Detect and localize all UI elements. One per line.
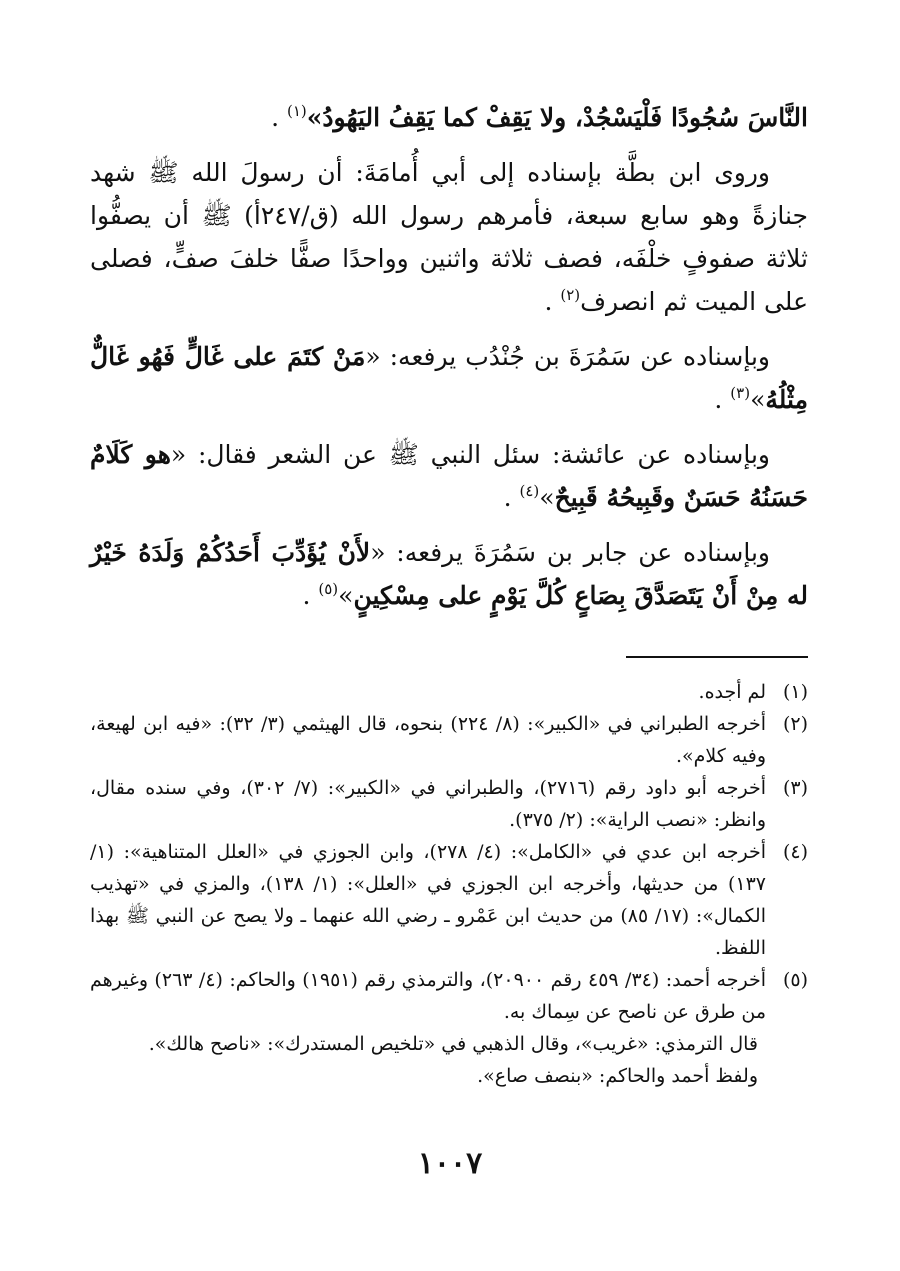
paragraph-text: وروى ابن بطَّة بإسناده إلى أبي أُمامَةَ: أن رسولَ الله ﷺ شهد جنازةً وهو سابع سبعة، فأمرهم رسول الله (ق/٢٤٧أ) ﷺ أن يصفُّوا ثلاثة صفوفٍ خلْفَه، فصف ثلاثة واثنين وواحدًا صفًّا خلفَ صفٍّ، فصلى على الميت ثم انصرف bbox=[90, 158, 808, 316]
footnote-number: (٥) bbox=[782, 969, 808, 991]
full-stop: . bbox=[714, 385, 723, 414]
paragraph-text: وبإسناده عن عائشة: سئل النبي ﷺ عن الشعر فقال: « bbox=[170, 440, 770, 469]
quote-close: » bbox=[750, 385, 766, 414]
paragraph-3 bbox=[90, 335, 808, 421]
footnote bbox=[90, 964, 808, 1028]
footnote-number: (٤) bbox=[782, 841, 808, 863]
footnote bbox=[90, 836, 808, 964]
footnote-separator bbox=[626, 656, 808, 658]
quote-close: » bbox=[338, 581, 354, 610]
paragraph-4 bbox=[90, 433, 808, 519]
footnote-continuation: قال الترمذي: «غريب»، وقال الذهبي في «تلخيص المستدرك»: «ناصح هالك». bbox=[148, 1033, 758, 1055]
footnote-ref: (٣) bbox=[730, 384, 751, 402]
footnote bbox=[90, 676, 808, 708]
footnote-ref: (٤) bbox=[519, 482, 540, 500]
footnote-number: (٣) bbox=[782, 777, 808, 799]
footnote-continuation: ولفظ أحمد والحاكم: «بنصف صاع». bbox=[477, 1065, 758, 1087]
footnotes bbox=[90, 676, 808, 1092]
paragraph-text: وبإسناده عن جابر بن سَمُرَةَ يرفعه: « bbox=[370, 538, 770, 567]
footnote-ref: (٢) bbox=[560, 286, 581, 304]
paragraph-1 bbox=[90, 96, 808, 139]
footnote-text: أخرجه أبو داود رقم (٢٧١٦)، والطبراني في «الكبير»: (٧/ ٣٠٢)، وفي سنده مقال، وانظر: «نصب الراية»: (٢/ ٣٧٥). bbox=[90, 777, 766, 831]
full-stop: . bbox=[544, 287, 553, 316]
page-number: ١٠٠٧ bbox=[417, 1146, 483, 1181]
paragraph-text: وبإسناده عن سَمُرَةَ بن جُنْدُب يرفعه: « bbox=[365, 342, 771, 371]
full-stop: . bbox=[503, 483, 512, 512]
full-stop: . bbox=[302, 581, 311, 610]
footnote-number: (٢) bbox=[782, 713, 808, 735]
footnote-text: لم أجده. bbox=[698, 681, 766, 703]
quote-close: » bbox=[539, 483, 555, 512]
footnote-number: (١) bbox=[782, 681, 808, 703]
footnote-text: أخرجه أحمد: (٣٤/ ٤٥٩ رقم ٢٠٩٠٠)، والترمذي رقم (١٩٥١) والحاكم: (٤/ ٢٦٣) وغيرهم من طرق عن ناصح عن سِماك به. bbox=[90, 969, 766, 1023]
footnote bbox=[90, 708, 808, 772]
footnote-ref: (١) bbox=[286, 102, 307, 120]
paragraph-2 bbox=[90, 151, 808, 323]
footnote-text: أخرجه الطبراني في «الكبير»: (٨/ ٢٢٤) بنحوه، قال الهيثمي (٣/ ٣٢): «فيه ابن لهيعة، وفيه كلام». bbox=[90, 713, 766, 767]
full-stop: . bbox=[271, 103, 280, 132]
footnote-text: أخرجه ابن عدي في «الكامل»: (٤/ ٢٧٨)، وابن الجوزي في «العلل المتناهية»: (١/ ١٣٧) من حديثها، وأخرجه ابن الجوزي في «العلل»: (١/ ١٣٨)، والمزي في «تهذيب الكمال»: (١٧/ ٨٥) من حديث ابن عَمْرو ـ رضي الله عنهما ـ ولا يصح عن النبي ﷺ بهذا اللفظ. bbox=[90, 841, 766, 959]
paragraph-5 bbox=[90, 531, 808, 617]
footnote bbox=[90, 772, 808, 836]
footnote-ref: (٥) bbox=[318, 580, 339, 598]
hadith-quote: هو كَلَامٌ حَسَنُهُ حَسَنٌ وقَبِيحُهُ قَبِيحٌ bbox=[90, 440, 808, 512]
hadith-quote: النَّاسَ سُجُودًا فَلْيَسْجُدْ، ولا يَقِفْ كما يَقِفُ اليَهُودُ» bbox=[306, 103, 808, 132]
main-text bbox=[90, 96, 808, 629]
hadith-quote: لأَنْ يُؤَدِّبَ أَحَدُكُمْ وَلَدَهُ خَيْرٌ له مِنْ أَنْ يَتَصَدَّقَ بِصَاعٍ كُلَّ يَوْمٍ على مِسْكِينٍ bbox=[90, 538, 808, 610]
hadith-quote: مَنْ كتَمَ على غَالٍّ فَهُو غَالٌّ مِثْلُهُ bbox=[90, 342, 808, 414]
